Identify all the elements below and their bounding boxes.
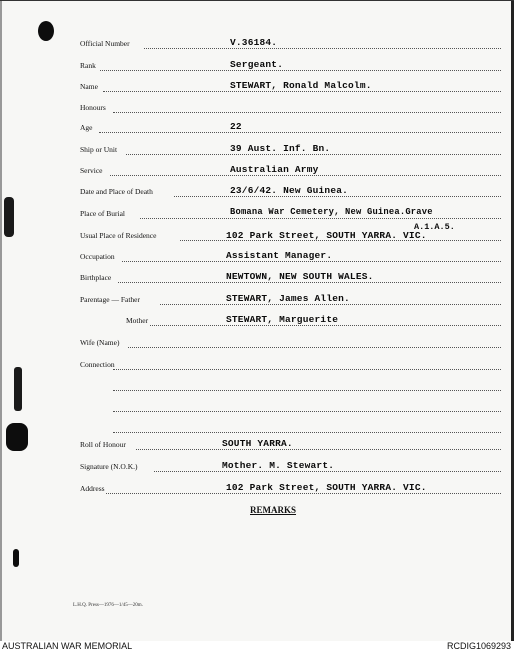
field-label: Ship or Unit	[80, 145, 118, 154]
connection-line-3	[113, 411, 501, 412]
field-rank	[0, 59, 514, 75]
field-label: Roll of Honour	[80, 440, 126, 449]
field-address	[0, 482, 514, 498]
field-dotted-line	[113, 369, 501, 370]
field-wife-name	[0, 336, 514, 352]
field-date-place-of-death	[0, 185, 514, 201]
field-dotted-line	[136, 449, 501, 450]
connection-line-4	[113, 432, 501, 433]
field-value: STEWART, James Allen.	[226, 293, 350, 304]
punch-hole-bottom	[13, 549, 19, 567]
field-connection	[0, 358, 514, 374]
field-honours	[0, 101, 514, 117]
field-roll-of-honour	[0, 438, 514, 454]
field-dotted-line	[118, 282, 501, 283]
field-parentage-mother	[0, 314, 514, 330]
printer-imprint: L.H.Q. Press—1976—1/45—20m.	[73, 603, 143, 608]
field-label: Signature (N.O.K.)	[80, 462, 138, 471]
footer-record-id: RCDIG1069293	[446, 641, 511, 651]
field-value: SOUTH YARRA.	[222, 438, 293, 449]
field-label: Age	[80, 123, 93, 132]
field-dotted-line	[122, 261, 501, 262]
field-label: Parentage — Father	[80, 295, 140, 304]
field-label: Occupation	[80, 252, 115, 261]
field-occupation	[0, 250, 514, 266]
footer-archive-name: AUSTRALIAN WAR MEMORIAL	[2, 641, 133, 651]
connection-line-2	[113, 390, 501, 391]
field-value: STEWART, Ronald Malcolm.	[230, 80, 372, 91]
field-name	[0, 80, 514, 96]
field-label: Place of Burial	[80, 209, 125, 218]
field-dotted-line	[160, 304, 501, 305]
field-label: Official Number	[80, 39, 130, 48]
field-place-of-burial	[0, 207, 514, 223]
field-service	[0, 164, 514, 180]
field-age	[0, 121, 514, 137]
field-label: Birthplace	[80, 273, 112, 282]
field-dotted-line	[126, 154, 501, 155]
field-signature-nok	[0, 460, 514, 476]
field-label: Connection	[80, 360, 115, 369]
remarks-heading: REMARKS	[250, 505, 297, 515]
field-label: Rank	[80, 61, 96, 70]
field-dotted-line	[99, 132, 501, 133]
field-dotted-line	[128, 347, 501, 348]
field-label: Date and Place of Death	[80, 187, 153, 196]
field-value: V.36184.	[230, 37, 278, 48]
field-dotted-line	[154, 471, 501, 472]
field-value: 39 Aust. Inf. Bn.	[230, 143, 331, 154]
field-dotted-line	[140, 218, 501, 219]
field-value: STEWART, Marguerite	[226, 314, 339, 325]
field-value: Bomana War Cemetery, New Guinea.Grave	[230, 207, 433, 217]
field-birthplace	[0, 271, 514, 287]
field-value: Mother. M. Stewart.	[222, 460, 335, 471]
field-value: NEWTOWN, NEW SOUTH WALES.	[226, 271, 374, 282]
field-parentage-father	[0, 293, 514, 309]
field-value: 22	[230, 121, 242, 132]
field-dotted-line	[174, 196, 501, 197]
field-label: Name	[80, 82, 98, 91]
field-label: Honours	[80, 103, 106, 112]
field-dotted-line	[150, 325, 501, 326]
field-value: 102 Park Street, SOUTH YARRA. VIC.	[226, 230, 427, 241]
field-dotted-line	[100, 70, 501, 71]
field-label: Wife (Name)	[80, 338, 120, 347]
field-value: Sergeant.	[230, 59, 284, 70]
field-official-number	[0, 37, 514, 53]
field-dotted-line	[113, 112, 501, 113]
field-label: Service	[80, 166, 103, 175]
field-ship-or-unit	[0, 143, 514, 159]
field-value: 23/6/42. New Guinea.	[230, 185, 349, 196]
field-label: Address	[80, 484, 105, 493]
field-dotted-line	[106, 493, 501, 494]
field-dotted-line	[103, 91, 501, 92]
field-value: Australian Army	[230, 164, 319, 175]
field-value: Assistant Manager.	[226, 250, 333, 261]
field-label: Mother	[126, 316, 149, 325]
field-dotted-line	[144, 48, 501, 49]
grave-reference: A.1.A.5.	[414, 222, 455, 232]
field-label: Usual Place of Residence	[80, 231, 157, 240]
field-dotted-line	[110, 175, 501, 176]
field-value: 102 Park Street, SOUTH YARRA. VIC.	[226, 482, 427, 493]
